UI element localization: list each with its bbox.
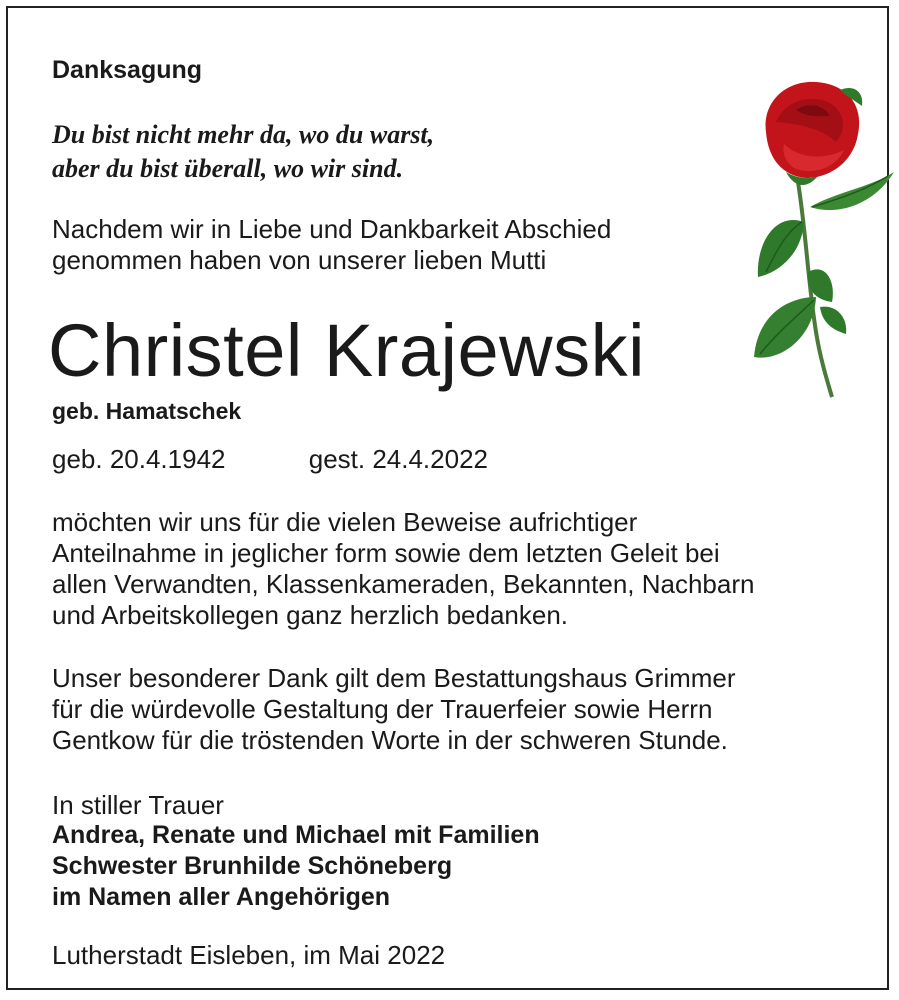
maiden-name: geb. Hamatschek [52, 398, 242, 424]
deceased-name: Christel Krajewski [48, 309, 646, 392]
motto-line: Du bist nicht mehr da, wo du warst, [52, 120, 435, 149]
signature-intro: In stiller Trauer [52, 790, 224, 820]
life-dates [52, 444, 488, 475]
intro-text [52, 214, 611, 276]
paragraph-line: und Arbeitskollegen ganz herzlich bedanken. [52, 600, 569, 630]
signature-block [52, 820, 540, 913]
place-and-date: Lutherstadt Eisleben, im Mai 2022 [52, 940, 446, 970]
signature-line: im Namen aller Angehörigen [52, 883, 391, 911]
intro-line: genommen haben von unserer lieben Mutti [52, 245, 547, 275]
motto-line: aber du bist überall, wo wir sind. [52, 154, 404, 183]
thanks-paragraph [52, 507, 754, 631]
intro-line: Nachdem wir in Liebe und Dankbarkeit Abschied [52, 214, 612, 244]
red-rose-icon [736, 72, 896, 402]
death-date: gest. 24.4.2022 [308, 444, 488, 474]
birth-date: geb. 20.4.1942 [52, 444, 226, 474]
signature-line: Andrea, Renate und Michael mit Familien [52, 821, 540, 849]
paragraph-line: möchten wir uns für die vielen Beweise aufrichtiger [52, 507, 638, 537]
paragraph-line: allen Verwandten, Klassenkameraden, Bekannten, Nachbarn [52, 569, 755, 599]
signature-line: Schwester Brunhilde Schöneberg [52, 852, 453, 880]
paragraph-line: für die würdevolle Gestaltung der Trauerfeier sowie Herrn [52, 694, 713, 724]
motto-quote [52, 118, 434, 186]
paragraph-line: Gentkow für die tröstenden Worte in der schweren Stunde. [52, 725, 728, 755]
obituary-notice [6, 6, 889, 990]
paragraph-line: Anteilnahme in jeglicher form sowie dem letzten Geleit bei [52, 538, 720, 568]
paragraph-line: Unser besonderer Dank gilt dem Bestattungshaus Grimmer [52, 663, 736, 693]
special-thanks-paragraph [52, 663, 736, 756]
notice-heading: Danksagung [52, 56, 203, 84]
